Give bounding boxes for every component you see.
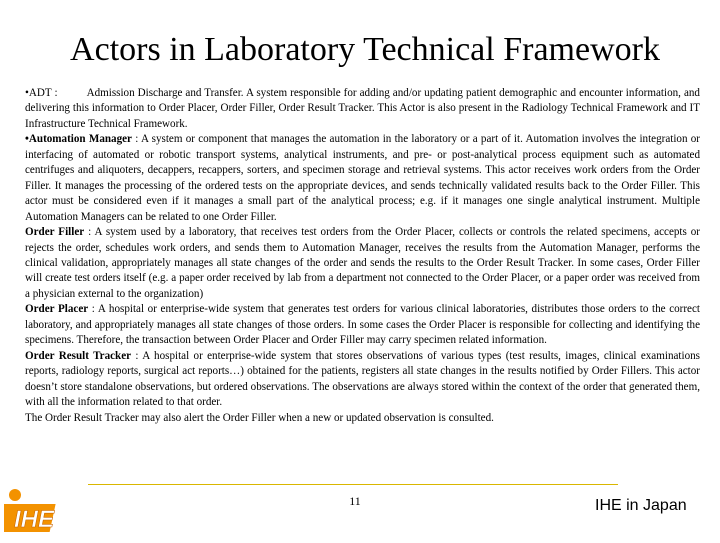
definition-order-filler: A system used by a laboratory, that receives test orders from the Order Placer, collects or controls the related specimens, accepts or rejects the order, schedules work orders, and sends them to Automation Manager, receives the results from the Automation Manager, performs the clinical validation, appropriately manages all state changes of the order and sends the results to the Order Result Tracker. In some cases, Order Filler will create test orders itself (e.g. a paper order received by lab from a department not connected to the Order Placer, or a paper order was received from a physician external to the organization) — [25, 226, 700, 300]
separator: : — [88, 303, 98, 316]
definition-order-placer: A hospital or enterprise-wide system that generates test orders for various clinical laboratories, distributes those orders to the correct laboratory, and appropriately manages all state changes of those orders. In some cases the Order Placer is responsible for collecting and identifying the specimens. Therefore, the transaction between Order Placer and Order Filler may carry specimen related information. — [25, 303, 700, 347]
ihe-logo-graphic — [4, 488, 64, 538]
paragraph-order-placer — [25, 302, 700, 348]
page-number: 11 — [349, 494, 361, 508]
footer-divider — [88, 484, 618, 485]
logo-wordmark: IHE — [14, 506, 55, 533]
footer-organization: IHE in Japan — [595, 497, 687, 514]
paragraph-automation-manager — [25, 132, 700, 225]
definition-order-result-tracker: A hospital or enterprise-wide system that stores observations of various types (test results, images, clinical examinations reports, radiology reports, surgical act reports…) obtained for the patients, registers all state changes in the results notified by Order Fillers. This actor doesn’t store standalone observations, but ordered observations. The observations are always stored within the context of the order that generated them, with all the information related to that order. — [25, 349, 700, 409]
separator: : — [84, 226, 95, 239]
paragraph-adt — [25, 86, 700, 132]
definition-adt: Admission Discharge and Transfer. A system responsible for adding and/or updating patient demographic and encounter information, and delivering this information to Order Placer, Order Filler, Order Result Tracker. This Actor is also present in the Radiology Technical Framework and IT Infrastructure Technical Framework. — [25, 87, 700, 130]
paragraph-order-filler — [25, 225, 700, 302]
logo-dot — [9, 489, 21, 501]
ihe-logo — [4, 488, 64, 543]
body-text — [25, 86, 700, 426]
slide-title: Actors in Laboratory Technical Framework — [70, 31, 660, 68]
separator: : — [131, 349, 143, 362]
separator: : — [51, 87, 61, 99]
paragraph-order-result-tracker — [25, 349, 700, 411]
term-order-filler: Order Filler — [25, 226, 85, 239]
closing-paragraph: The Order Result Tracker may also alert the Order Filler when a new or updated observation is consulted. — [25, 411, 494, 424]
term-automation-manager: •Automation Manager — [25, 133, 132, 146]
separator: : — [131, 133, 141, 146]
definition-automation-manager: A system or component that manages the automation in the laboratory or a part of it. Automation involves the integration or interfacing of automated or robotic transport systems, analytical instruments, and pre- or post-analytical process equipment such as automated centrifuges and aliquoters, decappers, recappers, sorters, and specimen storage and retrieval systems. This actor receives work orders from the Order Filler. It manages the processing of the ordered tests on the appropriate devices, and sends technically validated results back to the Order Filler. This actor must be considered even if it manages a small part of the analytical process; e.g. if it manages one single analytical instrument. Multiple Automation Managers can be related to one Order Filler. — [25, 133, 700, 223]
term-order-result-tracker: Order Result Tracker — [25, 349, 132, 362]
term-adt: •ADT — [25, 87, 52, 99]
term-order-placer: Order Placer — [25, 303, 89, 316]
